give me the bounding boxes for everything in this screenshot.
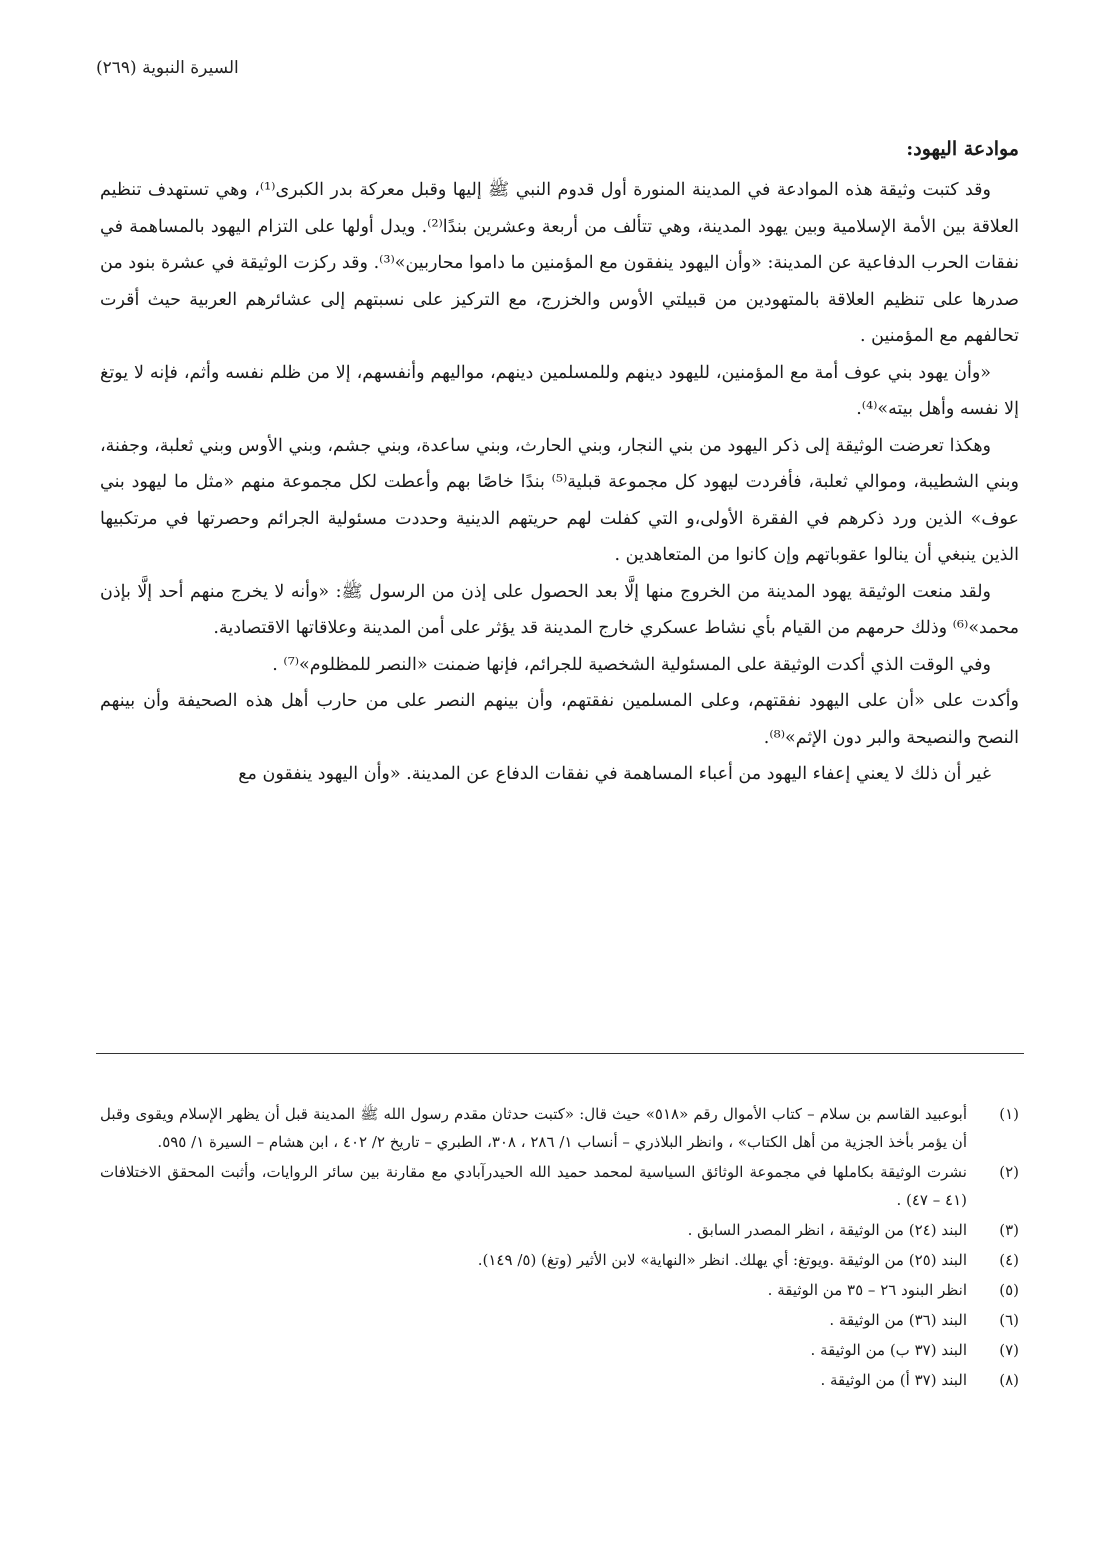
footnote-number: (٧)	[999, 1341, 1019, 1359]
footnote-text: أبوعبيد القاسم بن سلام – كتاب الأموال رقم «٥١٨» حيث قال: «كتبت حدثان مقدم رسول الله ﷺ المدينة قبل أن يظهر الإسلام ويقوى وقبل أن يؤمر بأخذ الجزية من أهل الكتاب» ، وانظر البلاذري – أنساب ١/ ٢٨٦ ، ٣٠٨، الطبري – تاريخ ٢/ ٤٠٢ ، ابن هشام – السيرة ١/ ٥٩٥.	[100, 1105, 968, 1151]
footnote	[100, 1158, 1019, 1214]
footnote-separator	[96, 1053, 1024, 1054]
footnote	[100, 1366, 1019, 1394]
footnote-number: (٣)	[999, 1221, 1019, 1239]
footnote	[100, 1306, 1019, 1334]
footnote	[100, 1216, 1019, 1244]
paragraph-7: غير أن ذلك لا يعني إعفاء اليهود من أعباء المساهمة في نفقات الدفاع عن المدينة. «وأن اليهود ينفقون مع	[238, 764, 991, 784]
footnote-number: (٦)	[999, 1311, 1019, 1329]
paragraph-4: ولقد منعت الوثيقة يهود المدينة من الخروج منها إلَّا بعد الحصول على إذن من الرسول ﷺ: «وأنه لا يخرج منهم أحد إلَّا بإذن محمد»⁽⁶⁾ وذلك حرمهم من القيام بأي نشاط عسكري خارج المدينة قد يؤثر على أمن المدينة وعلاقاتها الاقتصادية.	[100, 581, 1019, 638]
footnote-text: البند (٢٤) من الوثيقة ، انظر المصدر السابق .	[687, 1221, 967, 1239]
footnote-text: انظر البنود ٢٦ – ٣٥ من الوثيقة .	[767, 1281, 967, 1299]
paragraph-1: وقد كتبت وثيقة هذه الموادعة في المدينة المنورة أول قدوم النبي ﷺ إليها وقبل معركة بدر الكبرى⁽¹⁾، وهي تستهدف تنظيم العلاقة بين الأمة الإسلامية وبين يهود المدينة، وهي تتألف من أربعة وعشرين بندًا⁽²⁾. ويدل أولها على التزام اليهود بالمساهمة في نفقات الحرب الدفاعية عن المدينة: «وأن اليهود ينفقون مع المؤمنين ما داموا محاربين»⁽³⁾. وقد ركزت الوثيقة في عشرة بنود من صدرها على تنظيم العلاقة بالمتهودين من قبيلتي الأوس والخزرج، مع التركيز على نسبتهم إلى عشائرهم العربية حيث أقرت تحالفهم مع المؤمنين .	[100, 180, 1019, 346]
footnote-number: (٢)	[999, 1163, 1019, 1181]
footnote	[100, 1246, 1019, 1274]
footnote	[100, 1276, 1019, 1304]
footnote-text: البند (٣٧ ب) من الوثيقة .	[810, 1341, 967, 1359]
footnote-text: البند (٣٦) من الوثيقة .	[829, 1311, 967, 1329]
footnote-number: (٨)	[999, 1371, 1019, 1389]
paragraph-6: وأكدت على «أن على اليهود نفقتهم، وعلى المسلمين نفقتهم، وأن بينهم النصر على من حارب أهل هذه الصحيفة وأن بينهم النصح والنصيحة والبر دون الإثم»⁽⁸⁾.	[100, 691, 1019, 748]
footnote-text: البند (٣٧ أ) من الوثيقة .	[820, 1371, 967, 1389]
footnote-number: (٥)	[999, 1281, 1019, 1299]
footnote	[100, 1336, 1019, 1364]
section-heading: موادعة اليهود:	[906, 138, 1019, 160]
footnote-text: نشرت الوثيقة بكاملها في مجموعة الوثائق السياسية لمحمد حميد الله الحيدرآبادي مع مقارنة بين سائر الروايات، وأثبت المحقق الاختلافات (٤١ – ٤٧) .	[100, 1163, 967, 1209]
paragraph-3: وهكذا تعرضت الوثيقة إلى ذكر اليهود من بني النجار، وبني الحارث، وبني ساعدة، وبني جشم، وبني الأوس وبني ثعلبة، وجفنة، وبني الشطيبة، وموالي ثعلبة، فأفردت ليهود كل مجموعة قبلية⁽⁵⁾ بندًا خاصًا بهم وأعطت لكل مجموعة منهم «مثل ما ليهود بني عوف» الذين ورد ذكرهم في الفقرة الأولى،و التي كفلت لهم حريتهم الدينية وحددت مسئولية الجرائم وحصرتها في مرتكبيها الذين ينبغي أن ينالوا عقوباتهم وإن كانوا من المتعاهدين .	[100, 435, 1019, 565]
paragraph-2: «وأن يهود بني عوف أمة مع المؤمنين، لليهود دينهم وللمسلمين دينهم، مواليهم وأنفسهم، إلا من ظلم نفسه وأثم، فإنه لا يوتغ إلا نفسه وأهل بيته»⁽⁴⁾.	[100, 362, 1019, 419]
footnote	[100, 1100, 1019, 1156]
paragraph-5: وفي الوقت الذي أكدت الوثيقة على المسئولية الشخصية للجرائم، فإنها ضمنت «النصر للمظلوم»⁽⁷⁾ .	[272, 654, 991, 675]
footnotes	[100, 1100, 1019, 1396]
main-text	[100, 134, 1019, 793]
footnote-number: (١)	[999, 1105, 1019, 1123]
footnote-number: (٤)	[999, 1251, 1019, 1269]
running-header: السيرة النبوية (٢٦٩)	[96, 58, 239, 78]
footnote-text: البند (٢٥) من الوثيقة .ويوتغ: أي يهلك. انظر «النهاية» لابن الأثير (وتغ) (٥/ ١٤٩).	[477, 1251, 967, 1269]
